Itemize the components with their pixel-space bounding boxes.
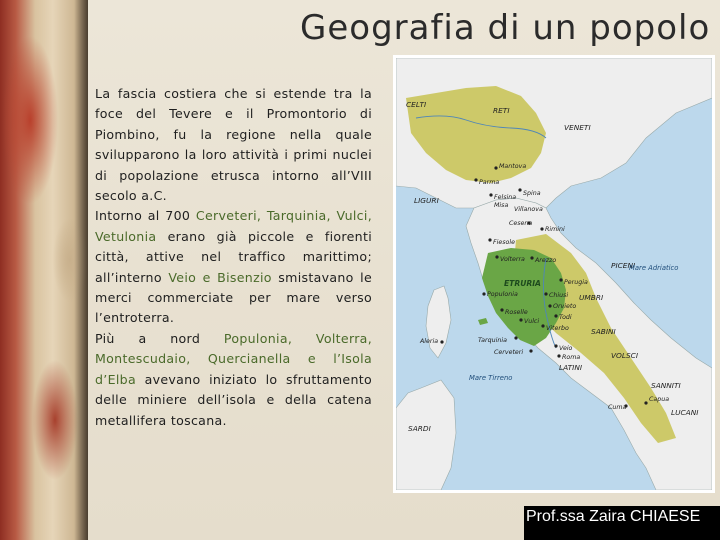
map-city-aleria: Aleria <box>420 338 439 345</box>
map-city-capua: Capua <box>649 396 670 403</box>
map-city-cuma: Cuma <box>608 404 627 411</box>
map-dot-perugia <box>559 278 562 281</box>
paragraph-3 <box>95 329 372 431</box>
map-dot-roselle <box>500 308 503 311</box>
body-text <box>95 84 372 431</box>
map-dot-mantova <box>494 166 497 169</box>
map-city-viterbo: Viterbo <box>546 325 569 332</box>
map-dot-tarquinia <box>514 336 517 339</box>
map-label-veneti: VENETI <box>564 123 591 132</box>
map-city-rimini: Rimini <box>545 226 565 233</box>
map-dot-vulci <box>519 318 522 321</box>
sardinia <box>396 380 456 490</box>
map-label-liguri: LIGURI <box>414 196 439 205</box>
map-label-lucani: LUCANI <box>671 408 699 417</box>
map-city-todi: Todi <box>559 314 572 321</box>
map-label-sanniti: SANNITI <box>651 381 681 390</box>
map-city-felsina: Felsina <box>494 194 517 201</box>
paragraph-2-middle: erano già piccole e fiorenti città, attive nel traffico marittimo; all’interno <box>95 228 372 285</box>
map-city-cesena: Cesena <box>509 220 533 227</box>
fresco-decoration <box>0 0 88 540</box>
slide-title: Geografia di un popolo <box>300 8 711 48</box>
map-city-orvieto: Orvieto <box>553 303 577 310</box>
map-dot-viterbo <box>541 324 544 327</box>
paragraph-1: La fascia costiera che si estende tra la foce del Tevere e il Promontorio di Piombino, fu la regione nella quale svilupparono la loro attività i primi nuclei di popolazione etrusca intorno all’VIII secolo a.C. <box>95 86 372 204</box>
map-dot-capua <box>644 401 647 404</box>
map-dot-chiusi <box>544 292 547 295</box>
map-city-perugia: Perugia <box>564 279 588 286</box>
map-label-tyrrhenian: Mare Tirreno <box>469 374 513 382</box>
etruscan-map <box>396 58 712 490</box>
map-dot-volterra <box>495 255 498 258</box>
paragraph-2-intro: Intorno al 700 <box>95 208 196 224</box>
map-label-volsci: VOLSCI <box>611 351 639 360</box>
map-city-parma: Parma <box>479 179 500 186</box>
map-dot-todi <box>554 314 557 317</box>
map-dot-rimini <box>540 227 543 230</box>
map-dot-veio <box>554 344 557 347</box>
coastal-cities: Cerveteri, Tarquinia, Vulci, Vetulonia <box>95 208 372 244</box>
map-city-cerveteri: Cerveteri <box>494 349 524 356</box>
map-dot-cerveteri <box>529 349 532 352</box>
map-label-etruria: ETRURIA <box>504 279 541 288</box>
map-label-sabini: SABINI <box>591 327 616 336</box>
inland-cities: Veio e Bisenzio <box>168 269 272 285</box>
paragraph-3-intro: Più a nord <box>95 330 224 346</box>
map-city-populonia: Populonia <box>487 291 518 298</box>
author-credit: Prof.ssa Zaira CHIAESE <box>526 508 701 525</box>
map-label-celti: CELTI <box>406 100 427 109</box>
map-label-reti: RETI <box>493 106 510 115</box>
map-label-latini: LATINI <box>559 363 583 372</box>
map-city-mantova: Mantova <box>499 163 527 170</box>
map-dot-roma <box>557 354 560 357</box>
map-dot-parma <box>474 178 477 181</box>
map-city-misa: Misa <box>494 202 509 209</box>
paragraph-2 <box>95 206 372 328</box>
paragraph-2-end: smistavano le merci commerciate per mare verso l’entroterra. <box>95 269 372 326</box>
map-city-volterra: Volterra <box>500 256 525 263</box>
map-city-veio: Veio <box>559 345 573 352</box>
map-dot-felsina <box>489 193 492 196</box>
map-dot-spina <box>518 188 521 191</box>
map-dot-aleria <box>440 340 443 343</box>
map-dot-arezzo <box>530 256 533 259</box>
map-city-roselle: Roselle <box>505 309 528 316</box>
map-label-umbri: UMBRI <box>579 293 604 302</box>
map-city-spina: Spina <box>523 190 541 197</box>
map-city-villanova: Villanova <box>514 206 543 213</box>
map-city-roma: Roma <box>562 354 581 361</box>
paragraph-3-end: avevano iniziato lo sfruttamento delle miniere dell’isola e della catena metallifera toscana. <box>95 371 372 428</box>
map-frame <box>393 55 715 493</box>
map-city-tarquinia: Tarquinia <box>478 337 507 344</box>
map-label-adriatic: Mare Adriatico <box>629 264 679 272</box>
map-dot-populonia <box>482 292 485 295</box>
mining-cities: Populonia, Volterra, Montescudaio, Quercianella e l’Isola d’Elba <box>95 330 372 387</box>
map-city-vulci: Vulci <box>524 318 540 325</box>
map-city-fiesole: Fiesole <box>493 239 516 246</box>
map-dot-fiesole <box>488 238 491 241</box>
map-dot-orvieto <box>548 304 551 307</box>
map-city-chiusi: Chiusi <box>549 292 569 299</box>
map-label-piceni: PICENI <box>611 261 636 270</box>
map-label-sardi: SARDI <box>408 424 431 433</box>
map-city-arezzo: Arezzo <box>535 257 557 264</box>
